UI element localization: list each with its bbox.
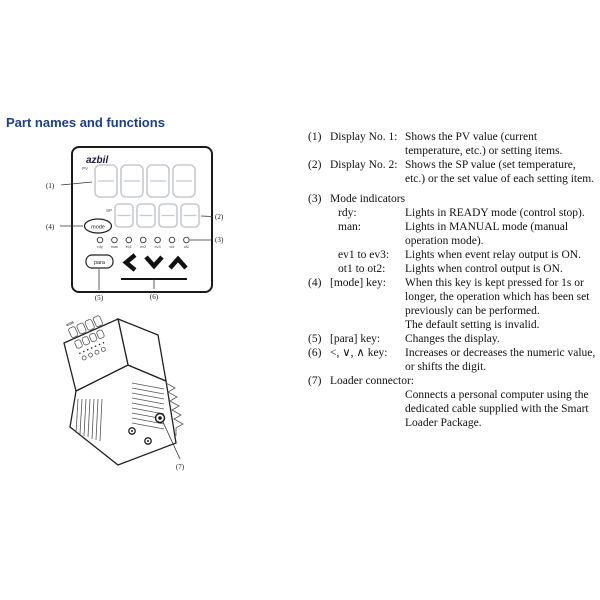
item-number: (3) xyxy=(308,193,322,205)
desc-item-4 xyxy=(308,276,596,332)
desc-item-7-desc: Connects a personal computer using the dedicated cable supplied with the Smart Loader Package. xyxy=(405,389,589,429)
item-term: Mode indicators xyxy=(330,193,406,205)
item-desc: Shows the PV value (current temperature, etc.) or setting items. xyxy=(405,131,563,157)
descriptions-panel xyxy=(308,130,596,430)
indicator-label-ev2: ev2 xyxy=(140,245,147,249)
item-term: [para] key: xyxy=(330,333,381,345)
sub-desc: Lights in MANUAL mode (manual operation mode). xyxy=(405,221,569,247)
desc-item-3-man xyxy=(308,220,596,248)
item-desc: Shows the SP value (set temperature, etc.) or the set value of each setting item. xyxy=(405,159,595,185)
indicator-label-rdy: rdy xyxy=(97,245,103,249)
item-number: (6) xyxy=(308,347,322,359)
controller-front-panel xyxy=(72,147,212,292)
azbil-logo: azbil xyxy=(86,155,109,166)
desc-item-3-ot xyxy=(308,262,596,276)
item-desc-line1: When this key is kept pressed for 1s or longer, the operation which has been set previously can be performed. xyxy=(405,277,590,317)
callout-5: (5) xyxy=(94,294,104,302)
indicator-label-ot2: ot2 xyxy=(183,245,190,249)
desc-item-5 xyxy=(308,332,596,346)
item-term: Display No. 2: xyxy=(330,159,398,171)
pv-label: PV xyxy=(82,166,89,171)
mode-key-label: mode xyxy=(91,224,105,231)
desc-item-1 xyxy=(308,130,596,158)
item-number: (2) xyxy=(308,159,322,171)
item-desc: Changes the display. xyxy=(405,333,500,345)
sub-term: man: xyxy=(338,221,361,233)
desc-item-3-ev xyxy=(308,248,596,262)
para-key xyxy=(86,255,113,268)
callout-1: (1) xyxy=(46,182,55,190)
callout-3: (3) xyxy=(215,236,224,244)
sp-label: SP xyxy=(105,208,112,213)
page-title: Part names and functions xyxy=(6,115,165,130)
indicator-label-ev1: ev1 xyxy=(125,245,132,249)
desc-item-3-rdy xyxy=(308,206,596,220)
isometric-figure xyxy=(52,303,237,483)
para-key-label: para xyxy=(93,260,106,266)
callout-4: (4) xyxy=(46,223,55,231)
callout-6: (6) xyxy=(149,293,159,301)
desc-item-2 xyxy=(308,158,596,186)
item-term: Display No. 1: xyxy=(330,131,398,143)
loader-connector xyxy=(156,414,165,423)
mode-key xyxy=(85,219,112,233)
azbil-logo-small: azbil xyxy=(65,320,75,328)
item-desc xyxy=(405,276,596,332)
item-term: <, ∨, ∧ key: xyxy=(330,347,388,359)
desc-item-6 xyxy=(308,346,596,374)
item-desc: Increases or decreases the numeric value, or shifts the digit. xyxy=(405,347,596,373)
item-number: (7) xyxy=(308,375,322,387)
item-number: (4) xyxy=(308,277,322,289)
item-number: (5) xyxy=(308,333,322,345)
sub-term: ot1 to ot2: xyxy=(338,263,386,275)
item-desc-line2: The default setting is invalid. xyxy=(405,319,540,331)
callout-2: (2) xyxy=(215,213,224,221)
indicator-label-ot1: ot1 xyxy=(169,245,175,249)
indicator-label-man: man xyxy=(110,245,119,249)
callout-7: (7) xyxy=(175,463,185,471)
sub-desc: Lights in READY mode (control stop). xyxy=(405,207,585,219)
controller-isometric xyxy=(64,310,185,471)
indicator-label-ev3: ev3 xyxy=(154,245,161,249)
sub-desc: Lights when event relay output is ON. xyxy=(405,249,581,261)
item-number: (1) xyxy=(308,131,322,143)
item-term: [mode] key: xyxy=(330,277,386,289)
desc-item-7 xyxy=(308,374,596,388)
front-panel-figure xyxy=(38,138,243,306)
sub-term: rdy: xyxy=(338,207,357,219)
sub-term: ev1 to ev3: xyxy=(338,249,390,261)
sub-desc: Lights when control output is ON. xyxy=(405,263,563,275)
item-term: Loader connector: xyxy=(330,375,414,387)
desc-item-3 xyxy=(308,192,596,206)
